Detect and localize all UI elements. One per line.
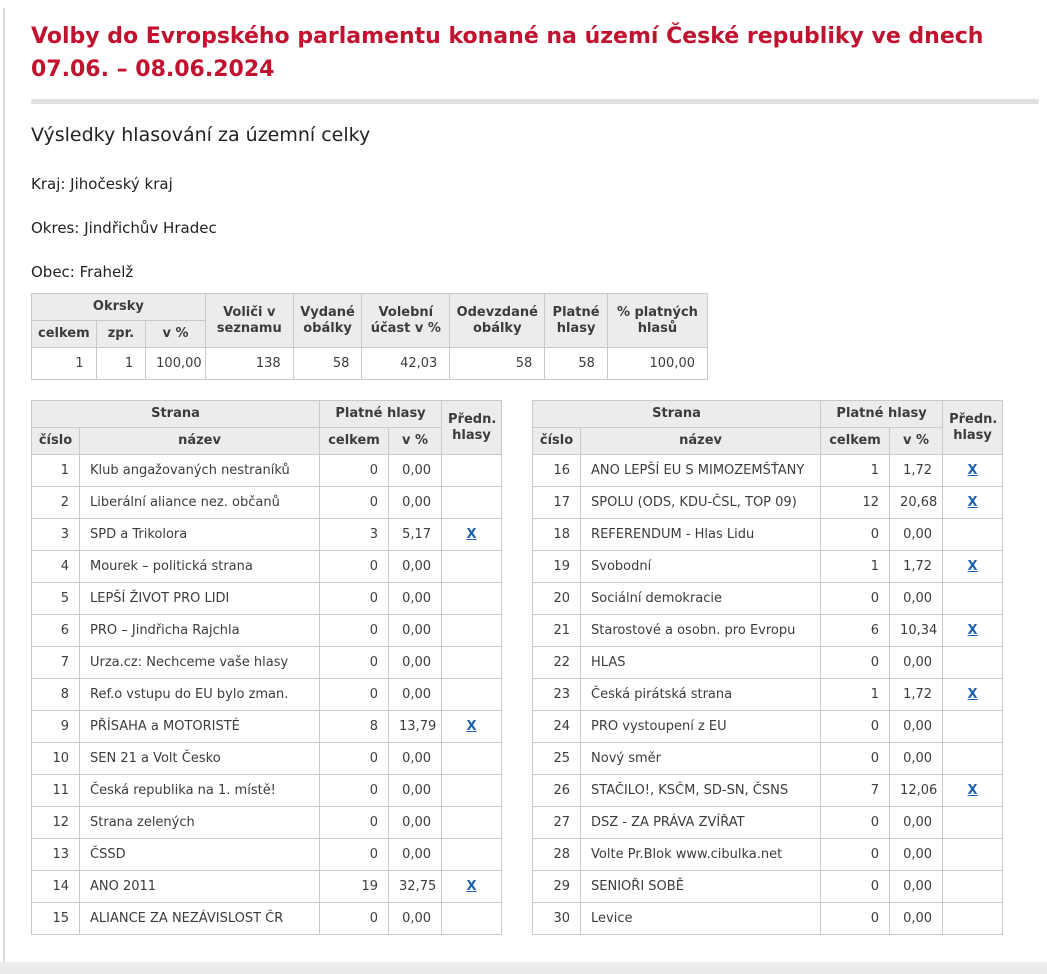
party-pref-votes-cell [943,455,1003,487]
party-pref-votes-cell [442,487,502,519]
party-row [533,807,1003,839]
party-pref-votes-cell [442,647,502,679]
party-pref-votes-cell [943,583,1003,615]
party-number-cell: 5 [32,583,80,615]
header-strana: Strana [32,401,320,428]
party-total-votes-cell: 0 [821,871,890,903]
header-okrsky-v-pct: v % [146,321,206,348]
party-percent-cell: 10,34 [890,615,943,647]
party-pref-votes-cell [943,903,1003,935]
party-percent-cell: 1,72 [890,455,943,487]
party-row [533,839,1003,871]
party-pref-votes-cell [943,487,1003,519]
party-total-votes-cell: 0 [320,647,389,679]
party-number-cell: 16 [533,455,581,487]
header-platne-hlasy: Platné hlasy [545,294,608,348]
pref-votes-link[interactable]: X [466,879,477,894]
party-pref-votes-cell [442,455,502,487]
party-name-cell: Levice [581,903,821,935]
party-name-cell: Svobodní [581,551,821,583]
party-number-cell: 25 [533,743,581,775]
party-row [32,551,502,583]
party-name-cell: Česká republika na 1. místě! [80,775,320,807]
party-percent-cell: 0,00 [389,743,442,775]
party-percent-cell: 12,06 [890,775,943,807]
party-total-votes-cell: 0 [320,903,389,935]
party-percent-cell: 0,00 [890,807,943,839]
party-number-cell: 15 [32,903,80,935]
party-number-cell: 12 [32,807,80,839]
party-name-cell: ANO 2011 [80,871,320,903]
party-pref-votes-cell [442,775,502,807]
party-row [32,711,502,743]
party-row [32,839,502,871]
party-total-votes-cell: 0 [821,839,890,871]
region-line-obec: Obec: Frahelž [31,263,134,281]
party-percent-cell: 0,00 [890,519,943,551]
party-pref-votes-cell [442,615,502,647]
party-pref-votes-cell [943,615,1003,647]
party-row [533,487,1003,519]
party-number-cell: 3 [32,519,80,551]
party-number-cell: 10 [32,743,80,775]
turnout-summary-row [32,348,708,380]
okrsky-v-pct-value: 100,00 [146,348,206,380]
volebni-ucast-value: 42,03 [362,348,450,380]
party-percent-cell: 0,00 [890,647,943,679]
party-pref-votes-cell [943,871,1003,903]
odevzdane-obalky-value: 58 [450,348,545,380]
party-row [533,775,1003,807]
party-row [32,487,502,519]
party-pref-votes-cell [943,711,1003,743]
pref-votes-link[interactable]: X [967,783,978,798]
party-pref-votes-cell [943,551,1003,583]
header-odevzdane-obalky: Odevzdané obálky [450,294,545,348]
header-okrsky-zpr: zpr. [96,321,146,348]
party-percent-cell: 0,00 [389,615,442,647]
party-name-cell: Sociální demokracie [581,583,821,615]
party-percent-cell: 0,00 [389,839,442,871]
pref-votes-link[interactable]: X [967,687,978,702]
party-number-cell: 14 [32,871,80,903]
party-name-cell: DSZ - ZA PRÁVA ZVÍŘAT [581,807,821,839]
party-name-cell: REFERENDUM - Hlas Lidu [581,519,821,551]
party-pref-votes-cell [442,871,502,903]
party-pref-votes-cell [943,775,1003,807]
party-total-votes-cell: 0 [320,743,389,775]
pct-platnych-hlasu-value: 100,00 [607,348,707,380]
party-name-cell: STAČILO!, KSČM, SD-SN, ČSNS [581,775,821,807]
party-number-cell: 7 [32,647,80,679]
page-title [31,20,1041,86]
pref-votes-link[interactable]: X [466,527,477,542]
party-row [533,679,1003,711]
okrsky-zpr-value: 1 [96,348,146,380]
pref-votes-link[interactable]: X [967,559,978,574]
party-total-votes-cell: 0 [320,807,389,839]
party-total-votes-cell: 0 [821,711,890,743]
okrsky-celkem-value: 1 [32,348,97,380]
header-okrsky: Okrsky [32,294,206,321]
party-pref-votes-cell [943,647,1003,679]
party-total-votes-cell: 0 [320,679,389,711]
party-percent-cell: 0,00 [890,711,943,743]
page-title-line1: Volby do Evropského parlamentu konané na území České republiky ve dnech [31,24,984,49]
party-results-section [31,400,1041,935]
party-number-cell: 13 [32,839,80,871]
header-v-pct: v % [389,428,442,455]
pref-votes-link[interactable]: X [967,463,978,478]
vydane-obalky-value: 58 [293,348,362,380]
party-name-cell: Strana zelených [80,807,320,839]
party-total-votes-cell: 6 [821,615,890,647]
party-percent-cell: 0,00 [890,839,943,871]
party-total-votes-cell: 0 [821,519,890,551]
party-name-cell: Ref.o vstupu do EU bylo zman. [80,679,320,711]
party-total-votes-cell: 1 [821,551,890,583]
party-name-cell: Volte Pr.Blok www.cibulka.net [581,839,821,871]
party-pref-votes-cell [442,711,502,743]
party-name-cell: HLAS [581,647,821,679]
party-percent-cell: 0,00 [389,647,442,679]
party-total-votes-cell: 8 [320,711,389,743]
header-celkem: celkem [320,428,389,455]
party-pref-votes-cell [442,743,502,775]
party-row [32,615,502,647]
party-number-cell: 1 [32,455,80,487]
header-pct-platnych-hlasu: % platných hlasů [607,294,707,348]
party-total-votes-cell: 0 [320,839,389,871]
party-percent-cell: 0,00 [389,583,442,615]
party-percent-cell: 0,00 [389,903,442,935]
party-total-votes-cell: 19 [320,871,389,903]
party-number-cell: 28 [533,839,581,871]
party-percent-cell: 0,00 [890,743,943,775]
party-pref-votes-cell [442,519,502,551]
party-row [32,455,502,487]
party-pref-votes-cell [943,839,1003,871]
party-total-votes-cell: 0 [320,551,389,583]
party-row [32,519,502,551]
party-number-cell: 17 [533,487,581,519]
party-name-cell: SPOLU (ODS, KDU-ČSL, TOP 09) [581,487,821,519]
party-number-cell: 26 [533,775,581,807]
party-total-votes-cell: 12 [821,487,890,519]
party-row [533,551,1003,583]
party-total-votes-cell: 0 [320,615,389,647]
party-percent-cell: 0,00 [389,775,442,807]
header-platne-hlasy: Platné hlasy [821,401,943,428]
party-number-cell: 29 [533,871,581,903]
party-pref-votes-cell [442,839,502,871]
party-pref-votes-cell [943,679,1003,711]
party-pref-votes-cell [943,807,1003,839]
party-number-cell: 23 [533,679,581,711]
header-vydane-obalky: Vydané obálky [293,294,362,348]
header-platne-hlasy: Platné hlasy [320,401,442,428]
party-percent-cell: 5,17 [389,519,442,551]
party-number-cell: 27 [533,807,581,839]
party-row [533,583,1003,615]
party-row [32,807,502,839]
party-total-votes-cell: 1 [821,455,890,487]
party-name-cell: SENIOŘI SOBĚ [581,871,821,903]
header-v-pct: v % [890,428,943,455]
header-nazev: název [80,428,320,455]
page-left-border [3,8,5,974]
party-total-votes-cell: 0 [821,743,890,775]
party-name-cell: LEPŠÍ ŽIVOT PRO LIDI [80,583,320,615]
volici-v-seznamu-value: 138 [205,348,293,380]
party-percent-cell: 1,72 [890,679,943,711]
party-results-table-left [31,400,502,935]
pref-votes-link[interactable]: X [967,623,978,638]
header-celkem: celkem [821,428,890,455]
region-line-okres: Okres: Jindřichův Hradec [31,219,217,237]
party-percent-cell: 20,68 [890,487,943,519]
party-total-votes-cell: 0 [320,583,389,615]
party-name-cell: Urza.cz: Nechceme vaše hlasy [80,647,320,679]
party-percent-cell: 1,72 [890,551,943,583]
party-row [32,871,502,903]
party-percent-cell: 0,00 [389,455,442,487]
party-pref-votes-cell [442,903,502,935]
party-percent-cell: 0,00 [890,871,943,903]
party-name-cell: Mourek – politická strana [80,551,320,583]
party-name-cell: PRO – Jindřicha Rajchla [80,615,320,647]
party-percent-cell: 0,00 [389,551,442,583]
party-name-cell: Klub angažovaných nestraníků [80,455,320,487]
header-strana: Strana [533,401,821,428]
party-name-cell: Liberální aliance nez. občanů [80,487,320,519]
party-pref-votes-cell [943,519,1003,551]
party-percent-cell: 13,79 [389,711,442,743]
party-pref-votes-cell [442,807,502,839]
party-row [533,615,1003,647]
party-total-votes-cell: 3 [320,519,389,551]
party-pref-votes-cell [442,551,502,583]
pref-votes-link[interactable]: X [967,495,978,510]
party-total-votes-cell: 0 [320,455,389,487]
header-cislo: číslo [533,428,581,455]
party-name-cell: Starostové a osobn. pro Evropu [581,615,821,647]
party-total-votes-cell: 0 [320,775,389,807]
header-volici-v-seznamu: Voliči v seznamu [205,294,293,348]
title-divider [31,99,1039,104]
header-cislo: číslo [32,428,80,455]
party-number-cell: 19 [533,551,581,583]
party-number-cell: 21 [533,615,581,647]
turnout-summary-table [31,293,708,380]
party-name-cell: Česká pirátská strana [581,679,821,711]
party-number-cell: 9 [32,711,80,743]
party-percent-cell: 0,00 [890,903,943,935]
party-percent-cell: 0,00 [890,583,943,615]
party-number-cell: 2 [32,487,80,519]
party-name-cell: SPD a Trikolora [80,519,320,551]
party-name-cell: ANO LEPŠÍ EU S MIMOZEMŠŤANY [581,455,821,487]
party-name-cell: ČSSD [80,839,320,871]
party-row [32,743,502,775]
party-name-cell: ALIANCE ZA NEZÁVISLOST ČR [80,903,320,935]
party-pref-votes-cell [943,743,1003,775]
page-bottom-strip [0,962,1047,974]
region-line-kraj: Kraj: Jihočeský kraj [31,175,173,193]
party-pref-votes-cell [442,583,502,615]
party-row [533,519,1003,551]
party-number-cell: 4 [32,551,80,583]
party-row [32,679,502,711]
party-name-cell: SEN 21 a Volt Česko [80,743,320,775]
party-percent-cell: 0,00 [389,807,442,839]
platne-hlasy-value: 58 [545,348,608,380]
party-number-cell: 11 [32,775,80,807]
party-number-cell: 6 [32,615,80,647]
party-row [32,903,502,935]
party-number-cell: 18 [533,519,581,551]
party-row [533,871,1003,903]
party-row [533,455,1003,487]
section-subtitle: Výsledky hlasování za územní celky [31,124,371,146]
party-total-votes-cell: 0 [320,487,389,519]
party-name-cell: PŘÍSAHA a MOTORISTÉ [80,711,320,743]
party-row [32,647,502,679]
party-row [32,583,502,615]
header-nazev: název [581,428,821,455]
party-total-votes-cell: 0 [821,903,890,935]
party-total-votes-cell: 0 [821,807,890,839]
party-results-table-right [532,400,1003,935]
pref-votes-link[interactable]: X [466,719,477,734]
party-percent-cell: 0,00 [389,487,442,519]
party-percent-cell: 0,00 [389,679,442,711]
party-total-votes-cell: 0 [821,647,890,679]
party-row [533,711,1003,743]
party-percent-cell: 32,75 [389,871,442,903]
header-okrsky-celkem: celkem [32,321,97,348]
party-row [533,743,1003,775]
party-row [533,903,1003,935]
party-row [32,775,502,807]
page-title-line2: 07.06. – 08.06.2024 [31,57,275,82]
party-pref-votes-cell [442,679,502,711]
party-number-cell: 30 [533,903,581,935]
party-name-cell: Nový směr [581,743,821,775]
party-number-cell: 22 [533,647,581,679]
party-number-cell: 8 [32,679,80,711]
party-total-votes-cell: 0 [821,583,890,615]
party-total-votes-cell: 1 [821,679,890,711]
party-number-cell: 24 [533,711,581,743]
header-volebni-ucast: Volební účast v % [362,294,450,348]
party-total-votes-cell: 7 [821,775,890,807]
header-predn-hlasy: Předn. hlasy [943,401,1003,455]
party-name-cell: PRO vystoupení z EU [581,711,821,743]
party-row [533,647,1003,679]
party-number-cell: 20 [533,583,581,615]
header-predn-hlasy: Předn. hlasy [442,401,502,455]
